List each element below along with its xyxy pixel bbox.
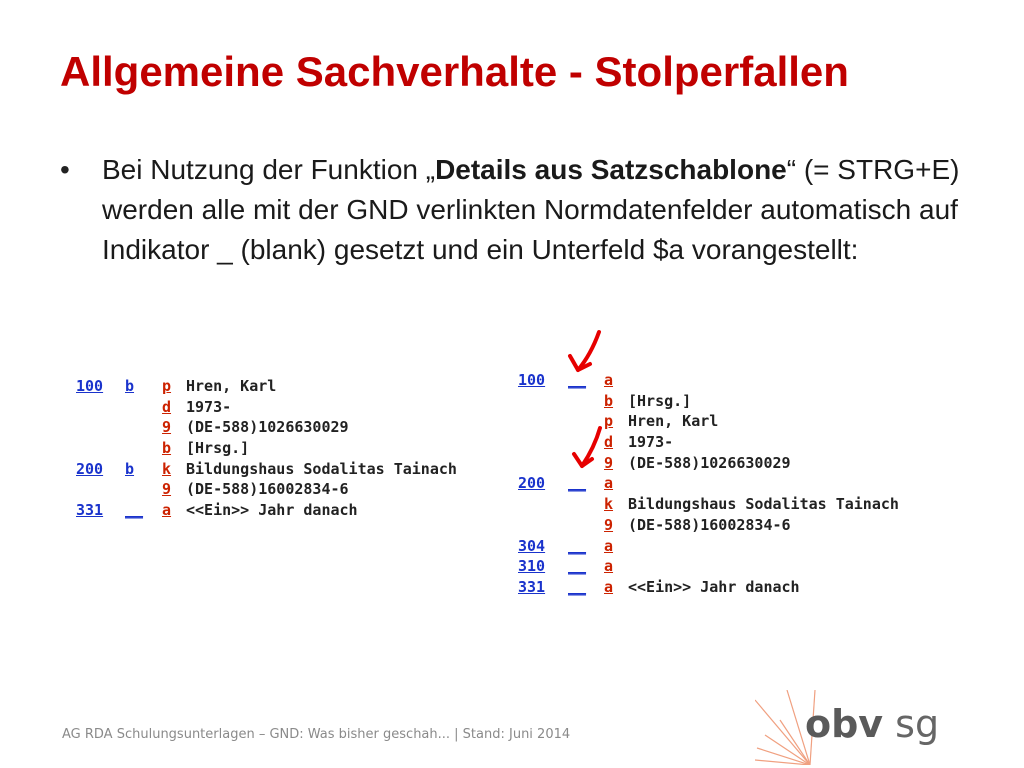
marc-field-row xyxy=(76,438,496,459)
subfield-code[interactable]: a xyxy=(604,557,614,576)
marc-field-row xyxy=(518,391,918,412)
marc-field-row xyxy=(518,577,918,598)
indicator: __ xyxy=(568,474,587,493)
field-value: (DE-588)1026630029 xyxy=(186,418,349,437)
field-tag[interactable]: 100 xyxy=(76,377,104,395)
footer-text: AG RDA Schulungsunterlagen – GND: Was bisher geschah... | Stand: Juni 2014 xyxy=(62,727,571,742)
bullet-text-bold: Details aus Satzschablone xyxy=(435,154,787,185)
field-tag[interactable]: 200 xyxy=(518,474,546,493)
field-value: <<Ein>> Jahr danach xyxy=(628,577,800,596)
indicator: __ xyxy=(568,557,587,576)
subfield-code[interactable]: a xyxy=(162,501,172,520)
indicator: b xyxy=(125,377,135,395)
slide-title: Allgemeine Sachverhalte - Stolperfallen xyxy=(60,48,849,95)
field-value: Bildungshaus Sodalitas Tainach xyxy=(186,459,457,478)
field-value: Hren, Karl xyxy=(628,412,719,431)
field-value: Hren, Karl xyxy=(186,377,277,395)
obvsg-logo xyxy=(755,690,955,765)
marc-field-row xyxy=(518,473,918,494)
subfield-code[interactable]: p xyxy=(162,377,172,395)
indicator: b xyxy=(125,459,135,478)
indicator: __ xyxy=(568,577,587,596)
marc-field-row xyxy=(76,459,496,480)
marc-field-row xyxy=(76,376,496,397)
bullet-text-before: Bei Nutzung der Funktion „ xyxy=(102,154,436,185)
subfield-code[interactable]: k xyxy=(604,495,614,514)
field-value: 1973- xyxy=(628,433,674,452)
field-value: [Hrsg.] xyxy=(628,391,692,410)
subfield-code[interactable]: a xyxy=(604,474,614,493)
subfield-code[interactable]: d xyxy=(604,433,614,452)
bullet-text-after: “ (= STRG+E) werden alle mit der GND verlinkten Normdatenfelder automatisch auf Indikator _ (blank) gesetzt und ein Unterfeld $a vorangestellt: xyxy=(102,154,960,265)
subfield-code[interactable]: 9 xyxy=(162,418,172,437)
subfield-code[interactable]: b xyxy=(604,391,614,410)
marc-field-row xyxy=(518,515,918,536)
subfield-code[interactable]: p xyxy=(604,412,614,431)
field-tag[interactable]: 304 xyxy=(518,536,546,555)
marc-field-row xyxy=(76,479,496,500)
indicator: __ xyxy=(125,501,144,520)
field-tag[interactable]: 310 xyxy=(518,557,546,576)
indicator: __ xyxy=(568,536,587,555)
marc-field-row xyxy=(76,417,496,438)
arrow-icon xyxy=(566,328,606,378)
field-value: [Hrsg.] xyxy=(186,439,250,458)
subfield-code[interactable]: 9 xyxy=(162,480,172,499)
field-tag[interactable]: 331 xyxy=(76,501,104,520)
bullet-dot-icon: • xyxy=(60,154,70,185)
subfield-code[interactable]: 9 xyxy=(604,453,614,472)
indicator: __ xyxy=(568,371,587,389)
bullet-item xyxy=(60,150,960,270)
field-tag[interactable]: 331 xyxy=(518,577,546,596)
subfield-code[interactable]: b xyxy=(162,439,172,458)
field-value: (DE-588)1026630029 xyxy=(628,453,791,472)
bullet-text xyxy=(102,150,960,270)
marc-field-row xyxy=(518,536,918,557)
marc-field-row xyxy=(76,500,496,521)
subfield-code[interactable]: a xyxy=(604,371,614,389)
field-value: 1973- xyxy=(186,397,232,416)
field-value: <<Ein>> Jahr danach xyxy=(186,501,358,520)
field-value: (DE-588)16002834-6 xyxy=(628,515,791,534)
subfield-code[interactable]: k xyxy=(162,459,172,478)
marc-field-row xyxy=(518,494,918,515)
subfield-code[interactable]: d xyxy=(162,397,172,416)
right-marc-record xyxy=(518,370,918,598)
subfield-code[interactable]: a xyxy=(604,536,614,555)
subfield-code[interactable]: 9 xyxy=(604,515,614,534)
marc-field-row xyxy=(518,556,918,577)
logo-text: obv sg xyxy=(805,702,940,746)
field-tag[interactable]: 100 xyxy=(518,371,546,389)
field-tag[interactable]: 200 xyxy=(76,459,104,478)
field-value: (DE-588)16002834-6 xyxy=(186,480,349,499)
subfield-code[interactable]: a xyxy=(604,577,614,596)
marc-field-row xyxy=(76,397,496,418)
field-value: Bildungshaus Sodalitas Tainach xyxy=(628,495,899,514)
arrow-icon xyxy=(570,424,610,474)
left-marc-record xyxy=(76,376,496,521)
